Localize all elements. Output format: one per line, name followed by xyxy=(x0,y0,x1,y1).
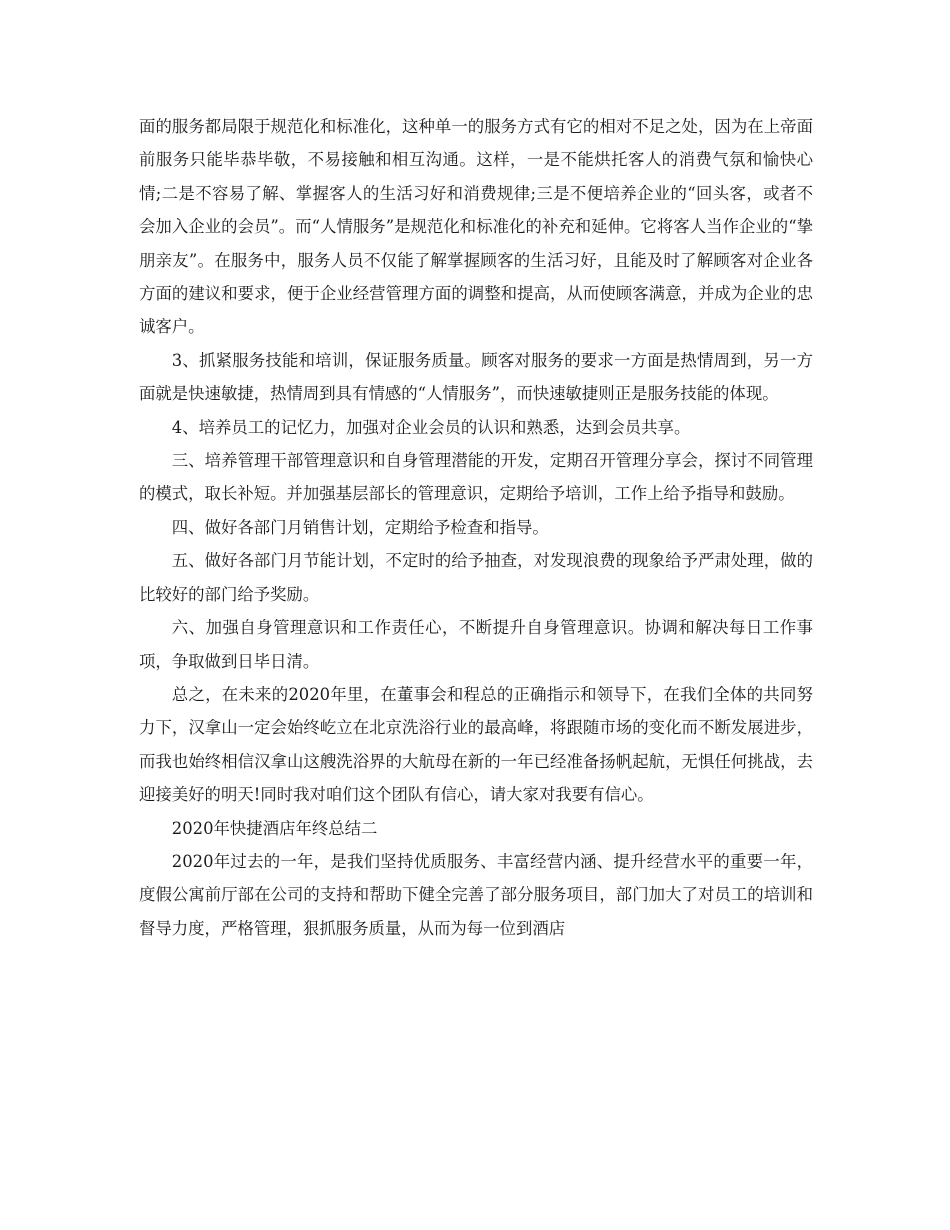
paragraph-9: 2020年过去的一年，是我们坚持优质服务、丰富经营内涵、提升经营水平的重要一年，度假公寓前厅部在公司的支持和帮助下健全完善了部分服务项目，部门加大了对员工的培训和督导力度，严格管理，狠抓服务质量，从而为每一位到酒店 xyxy=(139,851,813,938)
paragraph-7: 六、加强自身管理意识和工作责任心，不断提升自身管理意识。协调和解决每日工作事项，争取做到日毕日清。 xyxy=(139,618,813,671)
paragraph-1: 面的服务都局限于规范化和标准化，这种单一的服务方式有它的相对不足之处，因为在上帝面前服务只能毕恭毕敬，不易接触和相互沟通。这样，一是不能烘托客人的消费气氛和愉快心情;二是不容易了解、掌握客人的生活习好和消费规律;三是不便培养企业的“回头客，或者不会加入企业的会员”。而“人情服务”是规范化和标准化的补充和延伸。它将客人当作企业的“挚朋亲友”。在服务中，服务人员不仅能了解掌握顾客的生活习好，且能及时了解顾客对企业各方面的建议和要求，便于企业经营管理方面的调整和提高，从而使顾客满意，并成为企业的忠诚客户。 xyxy=(139,117,813,337)
paragraph-5: 四、做好各部门月销售计划，定期给予检查和指导。 xyxy=(171,517,549,537)
paragraph-6: 五、做好各部门月节能计划，不定时的给予抽查，对发现浪费的现象给予严肃处理，做的比较好的部门给予奖励。 xyxy=(139,551,813,604)
section-heading: 2020年快捷酒店年终总结二 xyxy=(171,818,378,838)
document-page xyxy=(139,110,813,945)
paragraph-4: 三、培养管理干部管理意识和自身管理潜能的开发，定期召开管理分享会，探讨不同管理的模式，取长补短。并加强基层部长的管理意识，定期给予培训，工作上给予指导和鼓励。 xyxy=(139,451,813,504)
paragraph-2: 3、抓紧服务技能和培训，保证服务质量。顾客对服务的要求一方面是热情周到，另一方面就是快速敏捷，热情周到具有情感的“人情服务”，而快速敏捷则正是服务技能的体现。 xyxy=(139,350,813,404)
paragraph-8: 总之，在未来的2020年里，在董事会和程总的正确指示和领导下，在我们全体的共同努力下，汉拿山一定会始终屹立在北京洗浴行业的最高峰，将跟随市场的变化而不断发展进步，而我也始终相信汉拿山这艘洗浴界的大航母在新的一年已经准备扬帆起航，无惧任何挑战，去迎接美好的明天!同时我对咱们这个团队有信心，请大家对我要有信心。 xyxy=(139,684,813,805)
paragraph-3: 4、培养员工的记忆力，加强对企业会员的认识和熟悉，达到会员共享。 xyxy=(171,417,691,437)
